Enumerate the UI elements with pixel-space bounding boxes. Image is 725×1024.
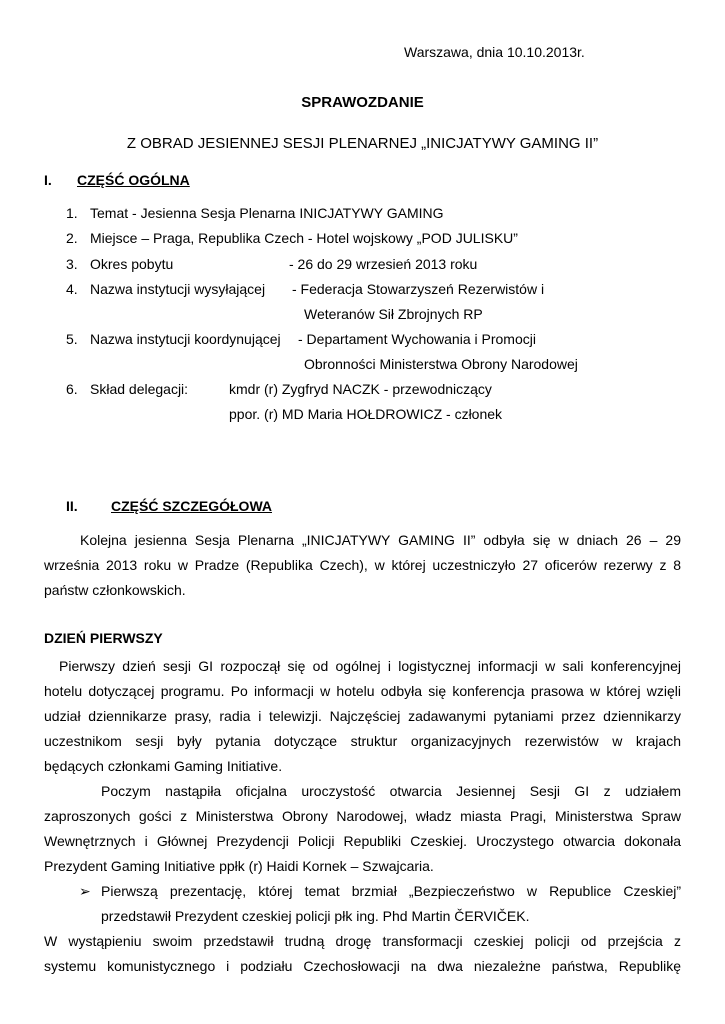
list-item-sending-institution-value: - Federacja Stowarzyszeń Rezerwistów i <box>292 281 545 297</box>
paragraph-line: Poczym nastąpiła oficjalna uroczystość otwarcia Jesiennej Sesji GI z udziałem <box>101 783 681 799</box>
list-item-number: 4. <box>66 281 78 297</box>
paragraph-line: uczestnikom sesji były pytania dotyczące struktur organizacyjnych rezerwistów w krajach <box>44 733 681 749</box>
list-item-number: 6. <box>66 381 78 397</box>
paragraph-line: września 2013 roku w Pradze (Republika Czech), w której uczestniczyło 27 oficerów rezerwy z 8 <box>44 557 681 573</box>
paragraph-line: Wewnętrznych i Głównej Prezydencji Policji Republiki Czeskiej. Uroczystego otwarcia dokonała <box>44 833 681 849</box>
place-date: Warszawa, dnia 10.10.2013r. <box>404 44 585 60</box>
list-item-number: 1. <box>66 205 78 221</box>
list-item-coordinating-institution-label: Nazwa instytucji koordynującej <box>90 331 281 347</box>
paragraph-line: będących członkami Gaming Initiative. <box>44 758 283 774</box>
list-item-place: Miejsce – Praga, Republika Czech - Hotel wojskowy „POD JULISKU” <box>90 230 518 246</box>
paragraph-line: Prezydent Gaming Initiative ppłk (r) Haidi Kornek – Szwajcaria. <box>44 858 434 874</box>
list-item-number: 2. <box>66 230 78 246</box>
list-item-number: 3. <box>66 256 78 272</box>
delegation-member-2: ppor. (r) MD Maria HOŁDROWICZ - członek <box>229 406 503 422</box>
day-1-heading: DZIEŃ PIERWSZY <box>44 630 163 646</box>
list-item-sending-institution-value-cont: Weteranów Sił Zbrojnych RP <box>304 306 483 322</box>
bullet-line: przedstawił Prezydent czeskiej policji płk ing. Phd Martin ČERVIČEK. <box>101 908 530 924</box>
paragraph-line: systemu komunistycznego i podziału Czechosłowacji na dwa niezależne państwa, Republikę <box>44 958 681 974</box>
section-2-heading: CZĘŚĆ SZCZEGÓŁOWA <box>111 498 272 514</box>
list-item-topic: Temat - Jesienna Sesja Plenarna INICJATYWY GAMING <box>90 205 444 221</box>
list-item-sending-institution-label: Nazwa instytucji wysyłającej <box>90 281 266 297</box>
paragraph-line: państw członkowskich. <box>44 582 186 598</box>
section-2-number: II. <box>66 498 78 514</box>
paragraph-line: zaproszonych gości z Ministerstwa Obrony Narodowej, władz miasta Pragi, Ministerstwa Spraw <box>44 808 681 824</box>
paragraph-line: Pierwszy dzień sesji GI rozpoczął się od ogólnej i logistycznej informacji w sali konferencyjnej <box>59 658 681 674</box>
list-item-period-label: Okres pobytu <box>90 256 174 272</box>
paragraph-line: udział dziennikarze prasy, radia i telewizji. Najczęściej zadawanymi pytaniami przez dziennikarzy <box>44 708 681 724</box>
list-item-delegation-label: Skład delegacji: <box>90 381 189 397</box>
paragraph-line: hotelu dotyczącej programu. Po informacji w hotelu odbyła się konferencja prasowa w której wzięli <box>44 683 681 699</box>
list-item-number: 5. <box>66 331 78 347</box>
paragraph-line: Kolejna jesienna Sesja Plenarna „INICJATYWY GAMING II” odbyła się w dniach 26 – 29 <box>80 532 681 548</box>
bullet-line: Pierwszą prezentację, której temat brzmiał „Bezpieczeństwo w Republice Czeskiej” <box>101 883 681 899</box>
list-item-coordinating-institution-value-cont: Obronności Ministerstwa Obrony Narodowej <box>304 356 578 372</box>
list-item-period-value: - 26 do 29 wrzesień 2013 roku <box>289 256 478 272</box>
paragraph-line: W wystąpieniu swoim przedstawił trudną drogę transformacji czeskiej policji od przejścia z <box>44 933 681 949</box>
arrow-bullet-icon: ➢ <box>79 883 91 899</box>
document-subtitle: Z OBRAD JESIENNEJ SESJI PLENARNEJ „INICJATYWY GAMING II” <box>126 135 599 152</box>
list-item-coordinating-institution-value: - Departament Wychowania i Promocji <box>298 331 536 347</box>
delegation-member-1: kmdr (r) Zygfryd NACZK - przewodniczący <box>229 381 492 397</box>
document-title: SPRAWOZDANIE <box>301 94 424 111</box>
section-1-number: I. <box>44 172 52 188</box>
section-1-heading: CZĘŚĆ OGÓLNA <box>77 172 190 188</box>
